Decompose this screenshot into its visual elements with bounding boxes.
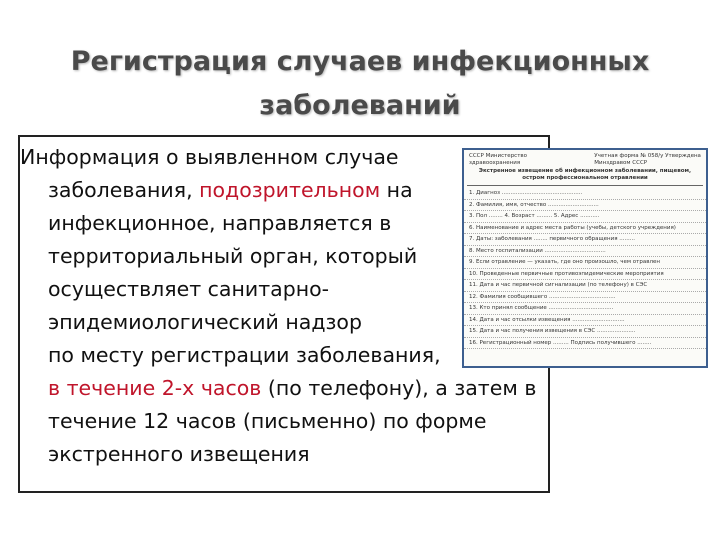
form-field: 10. Проведенные первичные противоэпидемические мероприятия (464, 269, 706, 281)
slide-title (0, 40, 720, 128)
form-field: 9. Если отравление — указать, где оно произошло, чем отравлен (464, 257, 706, 269)
slide-title-line-1: Регистрация случаев инфекционных (70, 46, 650, 77)
form-field: 8. Место госпитализации ................................... (464, 246, 706, 258)
p1-text-a: Информация о выявленном случае заболевания, (20, 145, 399, 202)
form-header (464, 150, 706, 167)
form-field: 1. Диагноз .............................................. (464, 188, 706, 200)
form-field: 3. Пол ........ 4. Возраст ......... 5. Адрес ........... (464, 211, 706, 223)
form-field: 6. Наименование и адрес места работы (учебы, детского учреждения) (464, 223, 706, 235)
form-field: 11. Дата и час первичной сигнализации (по телефону) в СЭС (464, 280, 706, 292)
form-field: 16. Регистрационный номер ......... Подпись получившего ........ (464, 338, 706, 350)
form-fields (464, 188, 706, 349)
emergency-notice-form-image (462, 148, 708, 368)
paragraph-3 (20, 372, 540, 471)
p3-highlight: в течение 2-х часов (48, 376, 262, 400)
form-field: 12. Фамилия сообщившего ...................................... (464, 292, 706, 304)
paragraph-2: по месту регистрации заболевания, (48, 343, 441, 367)
form-field: 14. Дата и час отсылки извещения .............................. (464, 315, 706, 327)
form-field: 2. Фамилия, имя, отчество ............................. (464, 200, 706, 212)
p1-text-b: на инфекционное, направляется в территориальный орган, который осуществляет санитарно-эпидемиологический надзор (48, 178, 418, 334)
form-field: 13. Кто принял сообщение ..................................... (464, 303, 706, 315)
form-separator (467, 185, 703, 186)
slide-title-line-2: заболеваний (259, 90, 461, 121)
p3-text-b: (по телефону), а затем в течение 12 часов (письменно) по форме экстренного извещения (48, 376, 537, 466)
form-header-right: Учетная форма № 058/у Утверждена Минздравом СССР (594, 153, 701, 166)
form-field: 15. Дата и час получения извещения в СЭС ...................... (464, 326, 706, 338)
form-field: 7. Даты: заболевания ........ первичного обращения ......... (464, 234, 706, 246)
form-title: Экстренное извещение об инфекционном заболевании, пищевом, остром профессиональном отравлении (478, 168, 692, 181)
form-header-left: СССР Министерство здравоохранения (469, 153, 528, 166)
p1-highlight: подозрительном (199, 178, 381, 202)
